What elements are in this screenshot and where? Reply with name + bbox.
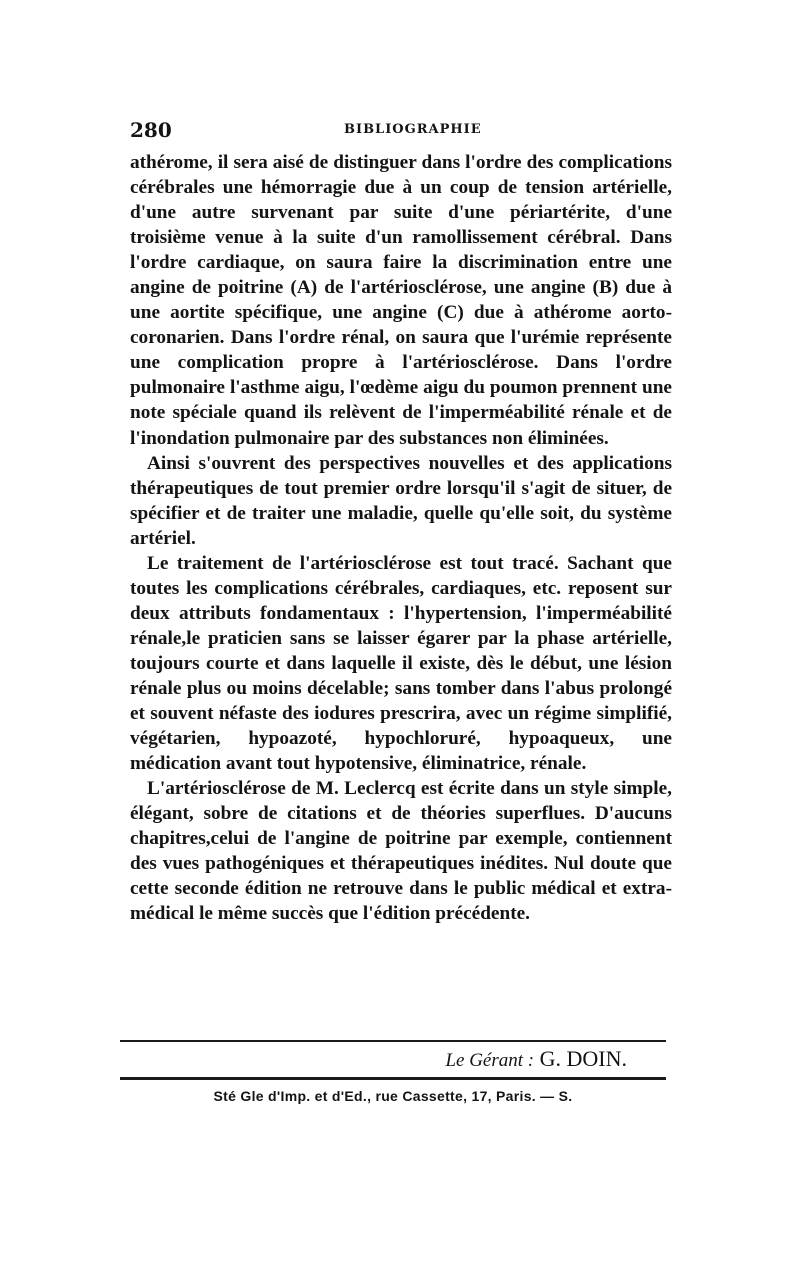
paragraph-treatment: Le traitement de l'artériosclérose est tout tracé. Sachant que toutes les complications cérébrales, cardiaques, etc. reposent sur deux attributs fondamentaux : l'hypertension, l'imperméabilité rénale,le praticien sans se laisser égarer par la phase artérielle, toujours courte et dans laquelle il existe, dès le début, une lésion rénale plus ou moins décelable; sans tomber dans l'abus prolongé et souvent néfaste des iodures prescrira, avec un régime simplifié, végétarien, hypoazoté, hypochloruré, hypoaqueux, une médication avant tout hypotensive, éliminatrice, rénale. — [130, 552, 672, 775]
paragraph-book-review: L'artériosclérose de M. Leclercq est écrite dans un style simple, élégant, sobre de citations et de théories superflues. D'aucuns chapitres,celui de l'angine de poitrine par exemple, contiennent des vues pathogéniques et thérapeutiques inédites. Nul doute que cette seconde édition ne retrouve dans le public médical et extra-médical le même succès que l'édition précédente. — [130, 778, 672, 925]
page-number: 280 — [130, 118, 172, 142]
printer-imprint: Sté Gle d'Imp. et d'Ed., rue Cassette, 17, Paris. — S. — [213, 1088, 573, 1104]
body-text — [130, 150, 672, 926]
paragraph-perspectives: Ainsi s'ouvrent des perspectives nouvelles et des applications thérapeutiques de tout premier ordre lorsqu'il s'agit de situer, de spécifier et de traiter une maladie, quelle qu'elle soit, du système artériel. — [130, 452, 672, 549]
manager-label: Le Gérant : — [445, 1050, 535, 1071]
manager-name: G. DOIN. — [539, 1046, 627, 1071]
paragraph-continuation: athérome, il sera aisé de distinguer dans l'ordre des complications cérébrales une hémorragie due à un coup de tension artérielle, d'une autre survenant par suite d'une périartérite, d'une troisième venue à la suite d'un ramollissement cérébral. Dans l'ordre cardiaque, on saura faire la discrimination entre une angine de poitrine (A) de l'artériosclérose, une angine (B) due à une aortite spécifique, une angine (C) due à athérome aorto-coronarien. Dans l'ordre rénal, on saura que l'urémie représente une complication propre à l'artériosclérose. Dans l'ordre pulmonaire l'asthme aigu, l'œdème aigu du poumon prennent une note spéciale quand ils relèvent de l'imperméabilité rénale et de l'inondation pulmonaire par des substances non éliminées. — [130, 152, 672, 449]
running-head — [130, 118, 670, 142]
running-title: BIBLIOGRAPHIE — [344, 122, 482, 137]
footer-rule-bottom — [120, 1077, 666, 1080]
manager-line — [120, 1046, 627, 1074]
footer-rule-top — [120, 1040, 666, 1042]
